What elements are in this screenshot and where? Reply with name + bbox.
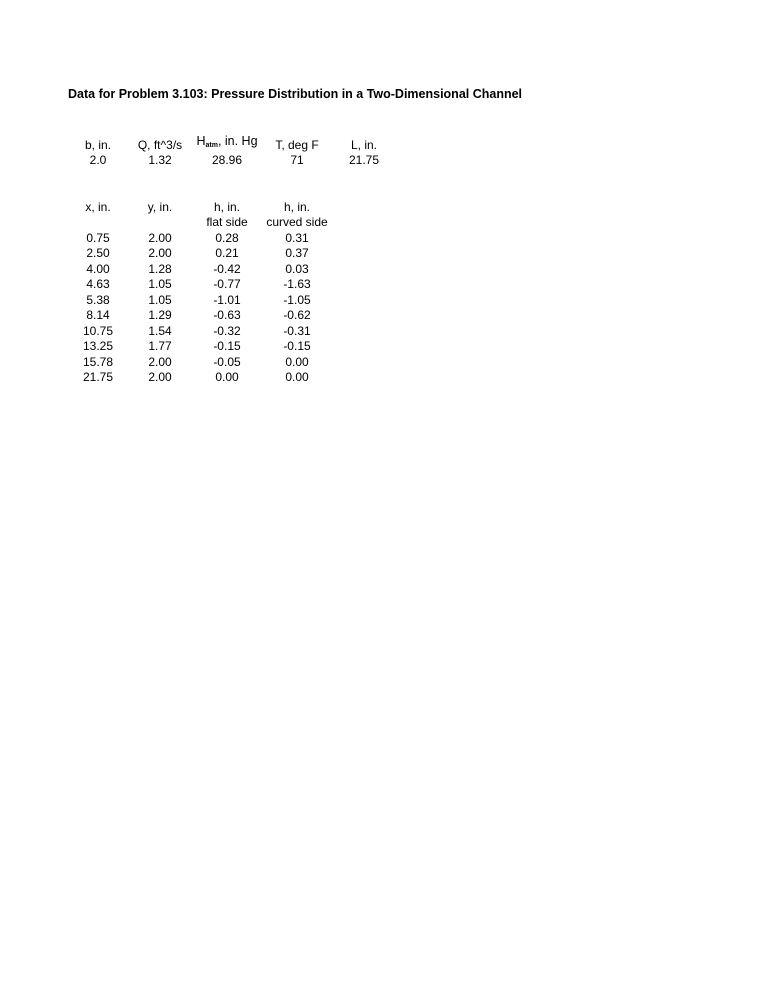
cell-y: 2.00	[148, 355, 172, 369]
page-title: Data for Problem 3.103: Pressure Distribution in a Two-Dimensional Channel	[68, 87, 523, 101]
cell-x: 8.14	[86, 308, 110, 322]
cell-y: 1.05	[148, 277, 172, 291]
b-value: 2.0	[89, 153, 107, 167]
cell-h-flat: 0.28	[215, 231, 239, 245]
cell-x: 21.75	[82, 370, 114, 384]
b-header: b, in.	[84, 138, 111, 152]
cell-h-curved: 0.03	[285, 262, 309, 276]
q-header: Q, ft^3/s	[137, 138, 183, 152]
cell-x: 4.63	[86, 277, 110, 291]
cell-y: 1.54	[148, 324, 172, 338]
cell-h-flat: 0.00	[215, 370, 239, 384]
cell-x: 5.38	[86, 293, 110, 307]
cell-x: 15.78	[82, 355, 114, 369]
h-atm-subscript: atm	[205, 142, 218, 149]
l-value: 21.75	[348, 153, 380, 167]
h-curved-header: h, in.	[283, 200, 310, 214]
cell-h-flat: -0.42	[213, 262, 241, 276]
cell-y: 2.00	[148, 231, 172, 245]
cell-x: 4.00	[86, 262, 110, 276]
cell-h-flat: -0.15	[213, 339, 241, 353]
cell-x: 2.50	[86, 246, 110, 260]
cell-h-curved: -0.15	[283, 339, 311, 353]
cell-x: 13.25	[82, 339, 114, 353]
h-curved-subheader: curved side	[266, 215, 328, 229]
x-header: x, in.	[85, 200, 111, 214]
cell-y: 2.00	[148, 370, 172, 384]
cell-h-curved: -1.63	[283, 277, 311, 291]
cell-y: 2.00	[148, 246, 172, 260]
cell-y: 1.05	[148, 293, 172, 307]
cell-x: 10.75	[82, 324, 114, 338]
cell-h-flat: -0.05	[213, 355, 241, 369]
h-flat-header: h, in.	[213, 200, 240, 214]
h-atm-unit: , in. Hg	[217, 134, 258, 148]
h-atm-main: H	[196, 134, 206, 148]
cell-x: 0.75	[86, 231, 110, 245]
cell-y: 1.28	[148, 262, 172, 276]
cell-h-curved: -1.05	[283, 293, 311, 307]
t-header: T, deg F	[275, 138, 319, 152]
cell-h-curved: -0.62	[283, 308, 311, 322]
cell-y: 1.77	[148, 339, 172, 353]
h-flat-subheader: flat side	[206, 215, 248, 229]
cell-h-curved: 0.00	[285, 355, 309, 369]
y-header: y, in.	[147, 200, 173, 214]
cell-h-flat: -1.01	[213, 293, 241, 307]
cell-h-curved: 0.37	[285, 246, 309, 260]
cell-h-curved: 0.31	[285, 231, 309, 245]
cell-y: 1.29	[148, 308, 172, 322]
l-header: L, in.	[350, 138, 377, 152]
cell-h-flat: -0.63	[213, 308, 241, 322]
cell-h-curved: -0.31	[283, 324, 311, 338]
h-atm-value: 28.96	[211, 153, 243, 167]
cell-h-flat: -0.77	[213, 277, 241, 291]
t-value: 71	[290, 153, 304, 167]
q-value: 1.32	[148, 153, 172, 167]
cell-h-curved: 0.00	[285, 370, 309, 384]
cell-h-flat: -0.32	[213, 324, 241, 338]
cell-h-flat: 0.21	[215, 246, 239, 260]
